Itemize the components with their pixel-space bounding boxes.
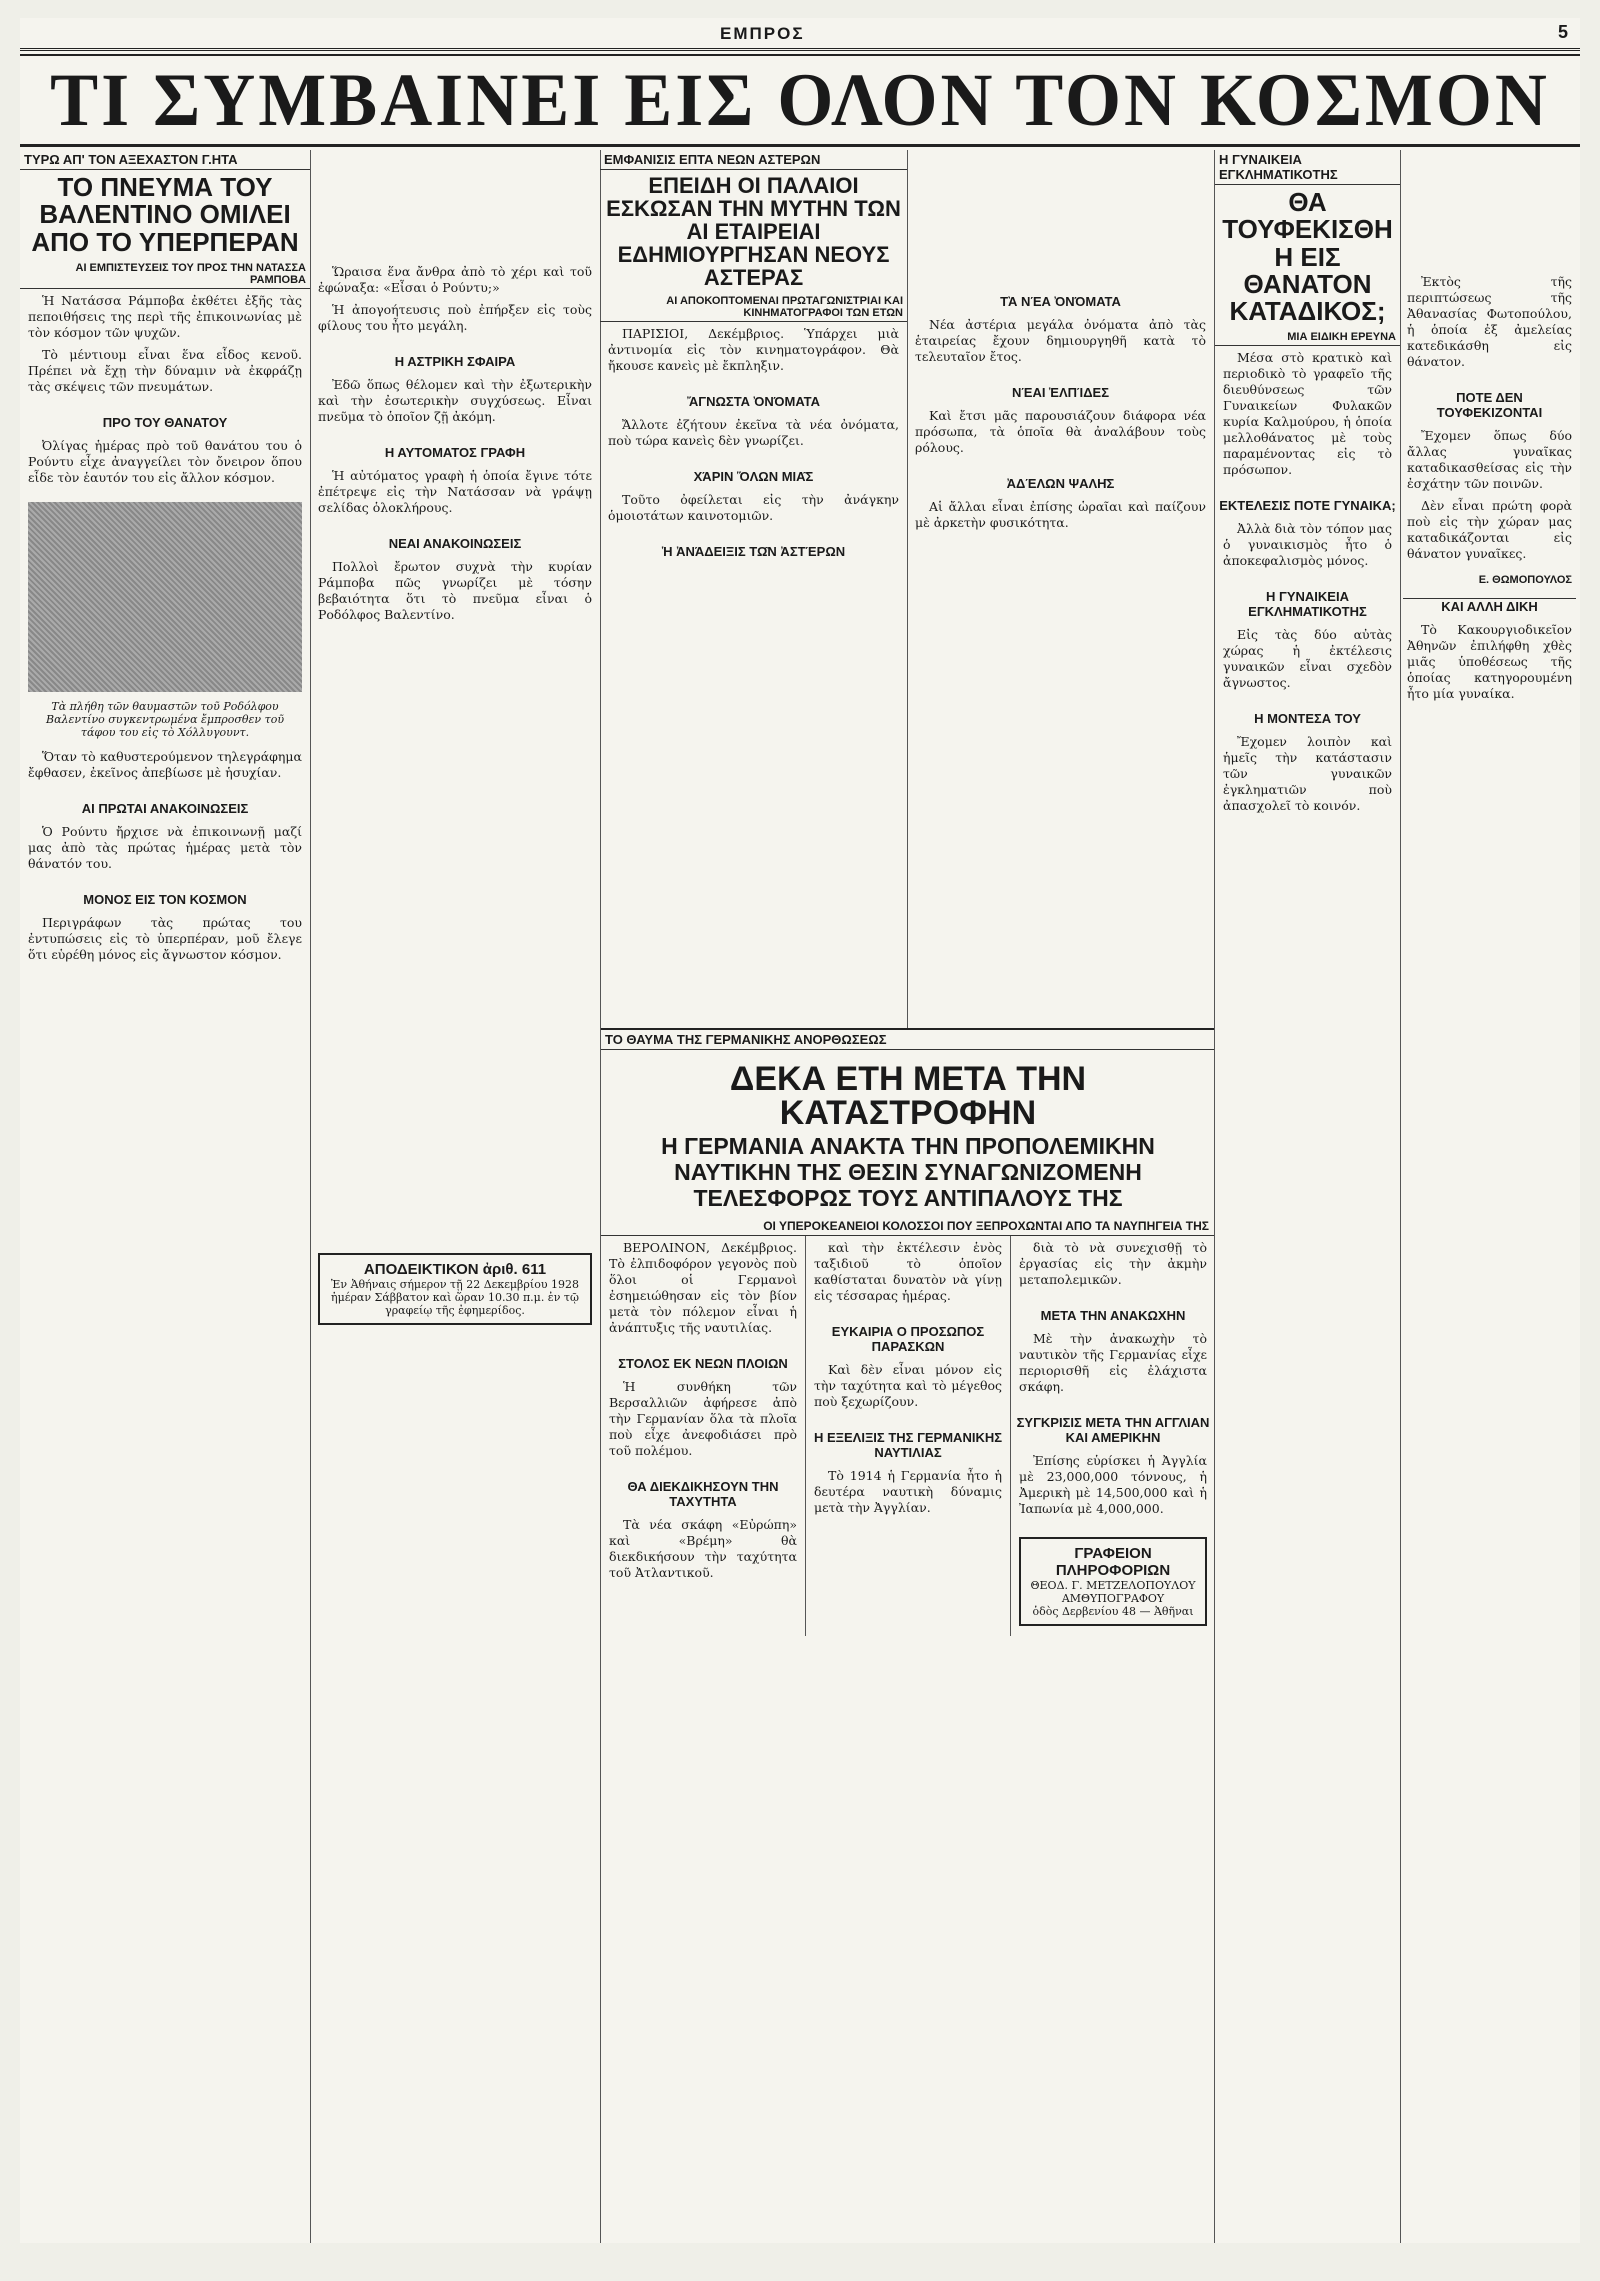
article-body <box>310 555 600 633</box>
section-heading: ΑΙ ΠΡΩΤΑΙ ΑΝΑΚΟΙΝΩΣΕΙΣ <box>81 800 249 816</box>
section-heading: ΝΕΑΙ ΑΝΑΚΟΙΝΩΣΕΙΣ <box>388 536 522 551</box>
ad-title: ΓΡΑΦΕΙΟΝ ΠΛΗΡΟΦΟΡΙΩΝ <box>1055 1545 1171 1580</box>
section-heading: ΕΚΤΕΛΕΣΙΣ ΠΟΤΕ ΓΥΝΑΙΚΑ; <box>1219 498 1396 514</box>
section-heading: ΜΕΤΑ ΤΗΝ ΑΝΑΚΩΧΗΝ <box>1040 1308 1186 1324</box>
article-body <box>20 745 310 791</box>
article-body <box>1215 346 1400 488</box>
section-heading: ΜΟΝΟΣ ΕΙΣ ΤΟΝ ΚΟΣΜΟΝ <box>83 891 247 907</box>
article-body <box>1399 618 1580 712</box>
notice-text: Ἐν Ἀθήναις σήμερον τῇ 22 Δεκεμβρίου 1928 ἡμέραν Σάββατον καὶ ὥραν 10.30 π.μ. ἐν τῷ γραφείῳ τῆς ἐφημερίδος. <box>331 1278 579 1317</box>
notice-title: ΑΠΟΔΕΙΚΤΙΚΟΝ ἀριθ. 611 <box>363 1261 547 1278</box>
kicker: Η ΓΥΝΑΙΚΕΙΑ ΕΓΚΛΗΜΑΤΙΚΟΤΗΣ <box>1215 150 1400 185</box>
column-4 <box>907 150 1215 1028</box>
kicker: ΤΟ ΘΑΥΜΑ ΤΗΣ ΓΕΡΜΑΝΙΚΗΣ ΑΝΟΡΘΩΣΕΩΣ <box>601 1028 1215 1050</box>
paragraph: Πολλοὶ ἔρωτον συχνὰ τὴν κυρίαν Ράμποβα πῶς γνωρίζει μὲ τόσην βεβαιότητα ὅτι τὸ πνεῦμα εἶναι ὁ Ροδόλφος Βαλεντίνο. <box>318 559 592 622</box>
paragraph: καὶ τὴν ἐκτέλεσιν ἑνὸς ταξιδιοῦ τὸ ὁποῖον καθίσταται δυνατὸν νὰ γίνῃ εἰς τέσσαρας ἡμέρας. <box>814 1240 1002 1304</box>
paragraph: Ἡ συνθήκη τῶν Βερσαλλιῶν ἀφήρεσε ἀπὸ τὴν Γερμανίαν ὅλα τὰ πλοῖα ποὺ εἶχε ἀνεφοδιάσει πρὸ τοῦ πολέμου. <box>609 1379 797 1459</box>
article-body <box>806 1358 1010 1420</box>
paragraph: Ἐδῶ ὅπως θέλομεν καὶ τὴν ἐξωτερικὴν καὶ τὴν ἐσωτερικὴν συγχύσεως. Εἶναι πνεῦμα τὸ ὁποῖον ζῇ ἀκόμη. <box>318 377 592 424</box>
section-heading: ΣΤΟΛΟΣ ΕΚ ΝΕΩΝ ΠΛΟΙΩΝ <box>618 1356 788 1372</box>
article-body <box>600 488 907 534</box>
kicker: ΕΜΦΑΝΙΣΙΣ ΕΠΤΑ ΝΕΩΝ ΑΣΤΕΡΩΝ <box>600 150 907 170</box>
newspaper-page <box>20 18 1580 2243</box>
article-body <box>806 1464 1010 1526</box>
paragraph: Αἱ ἄλλαι εἶναι ἐπίσης ὡραῖαι καὶ παίζουν μὲ ἀρκετὴν φυσικότητα. <box>915 499 1206 530</box>
paragraph: Περιγράφων τὰς πρώτας του ἐντυπώσεις εἰς τὸ ὑπερπέραν, μοῦ ἔλεγε ὅτι εὑρέθη μόνος εἰς ἄγνωστον κόσμον. <box>28 914 302 962</box>
top-rule <box>20 48 1580 51</box>
article-body <box>1215 730 1400 824</box>
article-body <box>1011 1327 1215 1405</box>
article-body <box>601 1513 805 1591</box>
paragraph: Καὶ δὲν εἶναι μόνον εἰς τὴν ταχύτητα καὶ τὸ μέγεθος ποὺ ξεχωρίζουν. <box>814 1362 1002 1410</box>
column-1 <box>20 150 311 2243</box>
article-body <box>601 1375 805 1469</box>
headline: ΕΠΕΙΔΗ ΟΙ ΠΑΛΑΙΟΙ ΕΣΚΩΣΑΝ ΤΗΝ ΜΥΤΗΝ ΤΩΝ ΑΙ ΕΤΑΙΡΕΙΑΙ ΕΔΗΜΙΟΥΡΓΗΣΑΝ ΝΕΟΥΣ ΑΣΤΕΡΑΣ <box>606 173 901 291</box>
section-heading: Η ΑΣΤΡΙΚΗ ΣΦΑΙΡΑ <box>394 354 516 369</box>
section-heading: ΤᾺ ΝΈΑ ὈΝΌΜΑΤΑ <box>1000 294 1121 309</box>
article-body <box>907 313 1214 375</box>
paragraph: Τοῦτο ὀφείλεται εἰς τὴν ἀνάγκην ὁμοιοτάτων καινοτομιῶν. <box>608 492 899 524</box>
masthead-title: ΤΙ ΣΥΜΒΑΙΝΕΙ ΕΙΣ ΟΛΟΝ ΤΟΝ ΚΟΣΜΟΝ <box>50 58 1550 143</box>
page-number: 5 <box>1557 22 1568 42</box>
germany-article <box>600 1028 1215 2243</box>
paragraph: Ἐκτὸς τῆς περιπτώσεως τῆς Ἀθανασίας Φωτοπούλου, ἡ ὁποία ἐξ ἀμελείας κατεδικάσθη εἰς θάνατον. <box>1407 274 1572 369</box>
paragraph: Καὶ ἔτσι μᾶς παρουσιάζουν διάφορα νέα πρόσωπα, τὰ ὁποῖα θὰ ἀναλάβουν τοὺς ρόλους. <box>915 408 1206 455</box>
paragraph: ΒΕΡΟΛΙΝΟΝ, Δεκέμβριος. Τὸ ἐλπιδοφόρον γεγονὸς ποὺ ὅλοι οἱ Γερμανοὶ ἐσημειώθησαν εἰς τὸν βίον μετὰ τὸν πόλεμον εἶναι ἡ ἀνάπτυξις τῆς ναυτιλίας. <box>609 1240 797 1336</box>
section-heading: ΠΡΟ ΤΟΥ ΘΑΝΑΤΟΥ <box>102 414 228 430</box>
paragraph: Μὲ τὴν ἀνακωχὴν τὸ ναυτικὸν τῆς Γερμανίας εἶχε περιορισθῆ εἰς ἐλάχιστα σκάφη. <box>1019 1331 1207 1395</box>
paragraph: διὰ τὸ νὰ συνεχισθῇ τὸ ἐργασίας εἰς τὴν ἀκμὴν μεταπολεμικῶν. <box>1019 1240 1207 1288</box>
author-signature: Ε. ΘΩΜΟΠΟΥΛΟΣ <box>1478 574 1572 586</box>
section-heading: ΕΥΚΑΙΡΙΑ Ο ΠΡΟΣΩΠΟΣ ΠΑΡΑΣΚΩΝ <box>831 1324 985 1355</box>
column-6 <box>1399 150 1580 2243</box>
article-body <box>310 260 600 344</box>
section-heading: ΚΑΙ ΑΛΛΗ ΔΙΚΗ <box>1403 598 1576 614</box>
ad-address: ὁδὸς Δερβενίου 48 — Ἀθῆναι <box>1032 1605 1194 1619</box>
article-body <box>907 495 1214 541</box>
article-body <box>907 404 1214 466</box>
section-masthead <box>20 54 1580 147</box>
paragraph: Ὀλίγας ἡμέρας πρὸ τοῦ θανάτου του ὁ Ρούντυ εἶχε ἀναγγείλει τὸν ὄνειρον ὅπου εἶδε τὸν ἑαυτόν του εἰς ἄλλον κόσμον. <box>28 437 302 485</box>
section-heading: ΧΆΡΙΝ ὍΛΩΝ ΜΙΑ͂Σ <box>693 469 814 485</box>
section-heading: ἌΓΝΩΣΤΑ ὈΝΌΜΑΤΑ <box>686 394 821 410</box>
paragraph: Νέα ἀστέρια μεγάλα ὀνόματα ἀπὸ τὰς ἑταιρείας ἔχουν δημιουργηθῆ κατὰ τὸ τελευταῖον ἔτος. <box>915 317 1206 364</box>
subheadline: ΑΙ ΕΜΠΙΣΤΕΥΣΕΙΣ ΤΟΥ ΠΡΟΣ ΤΗΝ ΝΑΤΑΣΣΑ ΡΑΜΠΟΒΑ <box>20 260 310 289</box>
section-heading: Η ΕΞΕΛΙΞΙΣ ΤΗΣ ΓΕΡΜΑΝΙΚΗΣ ΝΑΥΤΙΛΙΑΣ <box>813 1430 1003 1461</box>
section-heading: Η ΜΟΝΤΕΣΑ ΤΟΥ <box>1254 711 1361 727</box>
paragraph: Ὁ Ρούντυ ἤρχισε νὰ ἐπικοινωνῇ μαζί μας ἀπὸ τὰς πρώτας ἡμέρας μετὰ τὸν θάνατόν του. <box>28 823 302 871</box>
paragraph: Τὸ Κακουργιοδικεῖον Ἀθηνῶν ἐπιλήφθη χθὲς μιᾶς ὑποθέσεως τῆς ὁποίας κατηγορουμένη ἦτο μία γυναίκα. <box>1407 622 1572 701</box>
article-columns <box>601 1236 1215 1636</box>
advertisement-box <box>1019 1537 1207 1626</box>
article-body <box>20 820 310 882</box>
article-body <box>20 289 310 405</box>
kicker: ΤΥΡΩ ΑΠ' ΤΟΝ ΑΞΕΧΑΣΤΟΝ Γ.ΗΤΑ <box>20 150 310 170</box>
ad-line: ΘΕΟΔ. Γ. ΜΕΤΖΕΛΟΠΟΥΛΟΥ ΑΜΘΥΠΟΓΡΑΦΟΥ <box>1030 1579 1196 1606</box>
deck-headline: Η ΓΕΡΜΑΝΙΑ ΑΝΑΚΤΑ ΤΗΝ ΠΡΟΠΟΛΕΜΙΚΗΝ ΝΑΥΤΙΚΗΝ ΤΗΣ ΘΕΣΙΝ ΣΥΝΑΓΩΝΙΖΟΜΕΝΗ ΤΕΛΕΣΦΟΡΩΣ ΤΟΥΣ ΑΝΤΙΠΑΛΟΥΣ ΤΗΣ <box>661 1133 1155 1211</box>
article-column <box>601 1236 806 1636</box>
paragraph: ΠΑΡΙΣΙΟΙ, Δεκέμβριος. Ὑπάρχει μιὰ ἀντινομία εἰς τὸν κινηματογράφον. Θὰ ἤκουσε κανεὶς μὲ ἔκπληξιν. <box>608 326 899 374</box>
notice-box <box>318 1253 592 1325</box>
article-column <box>1011 1236 1215 1636</box>
paragraph: Εἰς τὰς δύο αὐτὰς χώρας ἡ ἐκτέλεσις γυναικῶν εἶναι σχεδὸν ἄγνωστος. <box>1223 627 1392 691</box>
column-3 <box>600 150 908 1028</box>
article-body <box>20 434 310 496</box>
paragraph: Δὲν εἶναι πρώτη φορὰ ποὺ εἰς τὴν χώραν μας καταδικάζονται εἰς θάνατον γυναῖκες. <box>1407 498 1572 561</box>
paragraph: Ἡ Νατάσσα Ράμποβα ἐκθέτει ἐξῆς τὰς πεποιθήσεις της περὶ τῆς ἐπικοινωνίας μὲ τὸν κόσμον τῶν ψυχῶν. <box>28 292 302 340</box>
paragraph: Ὅταν τὸ καθυστερούμενον τηλεγράφημα ἔφθασεν, ἐκεῖνος ἀπεβίωσε μὲ ἡσυχίαν. <box>28 748 302 780</box>
column-2 <box>310 150 601 2243</box>
article-body <box>20 911 310 973</box>
headline: ΘΑ ΤΟΥΦΕΚΙΣΘΗ Η ΕΙΣ ΘΑΝΑΤΟΝ ΚΑΤΑΔΙΚΟΣ; <box>1222 187 1393 327</box>
paragraph: Τὰ νέα σκάφη «Εὐρώπη» καὶ «Βρέμη» θὰ διεκδικήσουν τὴν ταχύτητα τοῦ Ἀτλαντικοῦ. <box>609 1517 797 1581</box>
paragraph: Ἡ ἀπογοήτευσις ποὺ ἐπήρξεν εἰς τοὺς φίλους του ἦτο μεγάλη. <box>318 302 592 333</box>
running-head <box>20 18 1580 48</box>
article-body <box>907 270 1214 284</box>
article-body <box>310 373 600 435</box>
paragraph: Μέσα στὸ κρατικὸ καὶ περιοδικὸ τὸ γραφεῖο τῆς διευθύνσεως τῶν Γυναικείων Φυλακῶν κυρία Καλμούρου, ἡ ὁποία μελλοθάνατος μὲ τοὺς παραμένοντας εἰς τὸ πρόσωπον. <box>1223 350 1392 478</box>
paragraph: Τὸ 1914 ἡ Γερμανία ἦτο ἡ δευτέρα ναυτικὴ δύναμις μετὰ τὴν Ἀγγλίαν. <box>814 1468 1002 1516</box>
newspaper-name: ΕΜΠΡΟΣ <box>720 24 805 43</box>
banner-headline: ΔΕΚΑ ΕΤΗ ΜΕΤΑ ΤΗΝ ΚΑΤΑΣΤΡΟΦΗΝ <box>729 1060 1087 1132</box>
article-body <box>601 1236 805 1346</box>
article-body <box>600 413 907 459</box>
article-column <box>806 1236 1011 1636</box>
section-heading: Η ΑΥΤΟΜΑΤΟΣ ΓΡΑΦΗ <box>384 445 526 460</box>
article-body <box>1399 270 1580 380</box>
article-body <box>1215 623 1400 701</box>
article-body <box>1215 517 1400 579</box>
section-heading: ΘΑ ΔΙΕΚΔΙΚΗΣΟΥΝ ΤΗΝ ΤΑΧΥΤΗΤΑ <box>627 1479 779 1510</box>
photo-caption: Τὰ πλήθη τῶν θαυμαστῶν τοῦ Ροδόλφου Βαλεντίνο συγκεντρωμένα ἔμπροσθεν τοῦ τάφου του εἰς τὸ Χόλλυγουντ. <box>45 699 285 739</box>
subheadline: ΟΙ ΥΠΕΡΟΚΕΑΝΕΙΟΙ ΚΟΛΟΣΣΟΙ ΠΟΥ ΞΕΠΡΟΧΩΝΤΑΙ ΑΠΟ ΤΑ ΝΑΥΠΗΓΕΙΑ ΤΗΣ <box>601 1217 1215 1236</box>
section-heading: ΝΈΑΙ ἘΛΠΊΔΕΣ <box>1011 385 1110 400</box>
paragraph: Ἐπίσης εὑρίσκει ἡ Ἀγγλία μὲ 23,000,000 τόννους, ἡ Ἀμερικὴ μὲ 14,500,000 καὶ ἡ Ἰαπωνία μὲ 4,000,000. <box>1019 1453 1207 1517</box>
column-5 <box>1214 150 1401 2243</box>
paragraph: Ἄλλοτε ἐζήτουν ἐκεῖνα τὰ νέα ὀνόματα, ποὺ τώρα κανεὶς δὲν γνωρίζει. <box>608 417 899 449</box>
paragraph: Ἔχομεν ὅπως δύο ἄλλας γυναῖκας καταδικασθείσας εἰς τὴν ἐσχάτην τῶν ποινῶν. <box>1407 428 1572 491</box>
section-heading: Η ΓΥΝΑΙΚΕΙΑ ΕΓΚΛΗΜΑΤΙΚΟΤΗΣ <box>1248 589 1367 620</box>
paragraph: Ἡ αὐτόματος γραφὴ ἡ ὁποία ἔγινε τότε ἐπέτρεψε εἰς τὴν Νατάσσαν νὰ γράψῃ σελίδας ὁλοκλήρους. <box>318 468 592 515</box>
article-body <box>1399 424 1580 572</box>
article-body <box>1011 1236 1215 1298</box>
article-body <box>600 322 907 384</box>
section-heading: ΠΟΤΕ ΔΕΝ ΤΟΥΦΕΚΙΖΟΝΤΑΙ <box>1436 390 1543 420</box>
paragraph: Ὥραισα ἕνα ἄνθρα ἀπὸ τὸ χέρι καὶ τοῦ ἐφώναξα: «Εἶσαι ὁ Ρούντυ;» <box>318 264 592 295</box>
paragraph: Τὸ μέντιουμ εἶναι ἕνα εἶδος κενοῦ. Πρέπει νὰ ἔχῃ τὴν δύναμιν νὰ ἐκφράζῃ τὰς σκέψεις τῶν πνευμάτων. <box>28 346 302 394</box>
photo <box>28 502 302 692</box>
headline: ΤΟ ΠΝΕΥΜΑ ΤΟΥ ΒΑΛΕΝΤΙΝΟ ΟΜΙΛΕΙ ΑΠΟ ΤΟ ΥΠΕΡΠΕΡΑΝ <box>31 172 299 257</box>
section-heading: ἈΔΈΛΩΝ ΨΑΛΗ͂Σ <box>1006 476 1115 491</box>
paragraph: Ἔχομεν λοιπὸν καὶ ἡμεῖς τὴν κατάστασιν τῶν γυναικῶν ἐγκληματιῶν ποὺ ἀπασχολεῖ τὸ κοινόν. <box>1223 734 1392 814</box>
section-heading: ΣΥΓΚΡΙΣΙΣ ΜΕΤΑ ΤΗΝ ΑΓΓΛΙΑΝ ΚΑΙ ΑΜΕΡΙΚΗΝ <box>1016 1415 1210 1446</box>
article-body <box>1011 1449 1215 1527</box>
paragraph: Ἀλλὰ διὰ τὸν τόπον μας ὁ γυναικισμὸς ἦτο ὁ ἀποκεφαλισμὸς μόνος. <box>1223 521 1392 569</box>
article-body <box>310 464 600 526</box>
article-body <box>806 1236 1010 1314</box>
subheadline: ΜΙΑ ΕΙΔΙΚΗ ΕΡΕΥΝΑ <box>1215 329 1400 346</box>
section-heading: Ἡ ἈΝΆΔΕΙΞΙΣ ΤΩ͂Ν ἈΣΤΈΡΩΝ <box>661 544 846 560</box>
subheadline: ΑΙ ΑΠΟΚΟΠΤΟΜΕΝΑΙ ΠΡΩΤΑΓΩΝΙΣΤΡΙΑΙ ΚΑΙ ΚΙΝΗΜΑΤΟΓΡΑΦΟΙ ΤΩΝ ΕΤΩΝ <box>600 293 907 322</box>
